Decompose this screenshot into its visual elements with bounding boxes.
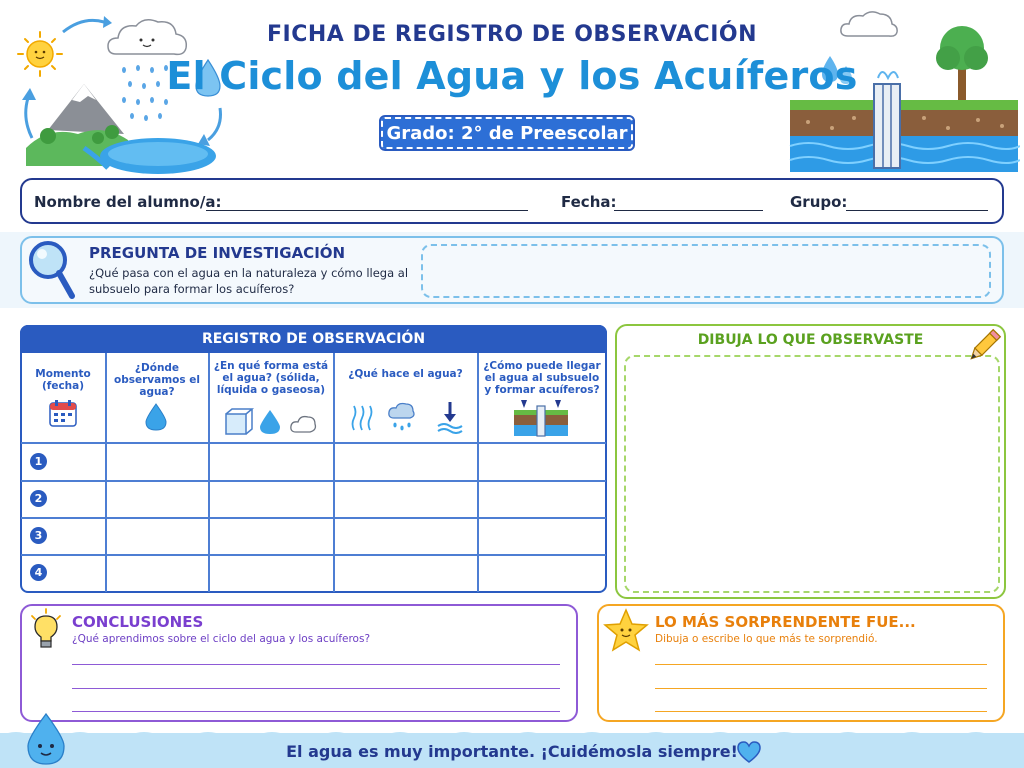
table-row-divider <box>21 554 606 556</box>
table-row-divider <box>21 480 606 482</box>
row-number-badge: 1 <box>30 453 47 470</box>
states-of-water-icon <box>224 408 318 436</box>
column-header-aquifer: ¿Cómo puede llegar el agua al subsuelo y formar acuíferos? <box>483 360 601 396</box>
group-field[interactable] <box>846 210 988 211</box>
group-label: Grupo: <box>790 193 848 211</box>
conclusions-prompt: ¿Qué aprendimos sobre el ciclo del agua y los acuíferos? <box>72 633 371 645</box>
row-number-badge: 4 <box>30 564 47 581</box>
research-question-answer-area[interactable] <box>421 244 991 298</box>
footer-message: El agua es muy importante. ¡Cuidémosla siempre! <box>286 742 738 761</box>
drawing-title: DIBUJA LO QUE OBSERVASTE <box>697 332 924 348</box>
drawing-area[interactable] <box>624 355 1000 593</box>
heart-icon <box>736 740 762 764</box>
magnifier-icon <box>26 238 76 302</box>
table-column-divider <box>105 353 107 592</box>
lightbulb-icon <box>28 608 64 652</box>
surprise-answer-line[interactable] <box>655 664 987 665</box>
surprise-answer-line[interactable] <box>655 688 987 689</box>
star-icon <box>603 608 649 654</box>
surprise-prompt: Dibuja o escribe lo que más te sorprendió. <box>655 633 878 645</box>
footer-wave-decoration <box>0 728 1024 742</box>
grade-badge: Grado: 2° de Preescolar <box>381 117 633 149</box>
table-row-divider <box>21 442 606 444</box>
table-column-divider <box>333 353 335 592</box>
row-number-badge: 2 <box>30 490 47 507</box>
conclusions-answer-line[interactable] <box>72 711 560 712</box>
student-name-label: Nombre del alumno/a: <box>34 193 222 211</box>
observation-table-title: REGISTRO DE OBSERVACIÓN <box>20 325 607 353</box>
research-question-title: PREGUNTA DE INVESTIGACIÓN <box>89 244 346 262</box>
water-drop-icon <box>145 402 167 432</box>
sheet-kicker-title: FICHA DE REGISTRO DE OBSERVACIÓN <box>266 22 757 47</box>
surprise-answer-line[interactable] <box>655 711 987 712</box>
table-row-divider <box>21 517 606 519</box>
conclusions-answer-line[interactable] <box>72 688 560 689</box>
research-question-text: ¿Qué pasa con el agua en la naturaleza y cómo llega al subsuelo para formar los acuíferos? <box>89 266 409 296</box>
row-number-badge: 3 <box>30 527 47 544</box>
conclusions-answer-line[interactable] <box>72 664 560 665</box>
aquifer-icon <box>513 400 569 438</box>
column-header-where: ¿Dónde observamos el agua? <box>114 362 200 398</box>
column-header-what-does: ¿Qué hace el agua? <box>348 368 463 380</box>
table-column-divider <box>477 353 479 592</box>
student-name-field[interactable] <box>206 210 528 211</box>
conclusions-title: CONCLUSIONES <box>72 613 204 631</box>
column-header-form: ¿En qué forma está el agua? (sólida, líquida o gaseosa) <box>213 360 329 396</box>
column-header-moment: Momento (fecha) <box>35 368 91 392</box>
water-actions-icon <box>350 400 464 434</box>
date-field[interactable] <box>614 210 763 211</box>
page-title: El Ciclo del Agua y los Acuíferos <box>166 54 858 98</box>
pencil-icon <box>964 326 1004 366</box>
table-column-divider <box>208 353 210 592</box>
date-label: Fecha: <box>561 193 617 211</box>
surprise-title: LO MÁS SORPRENDENTE FUE... <box>655 613 916 631</box>
calendar-icon <box>48 398 78 428</box>
